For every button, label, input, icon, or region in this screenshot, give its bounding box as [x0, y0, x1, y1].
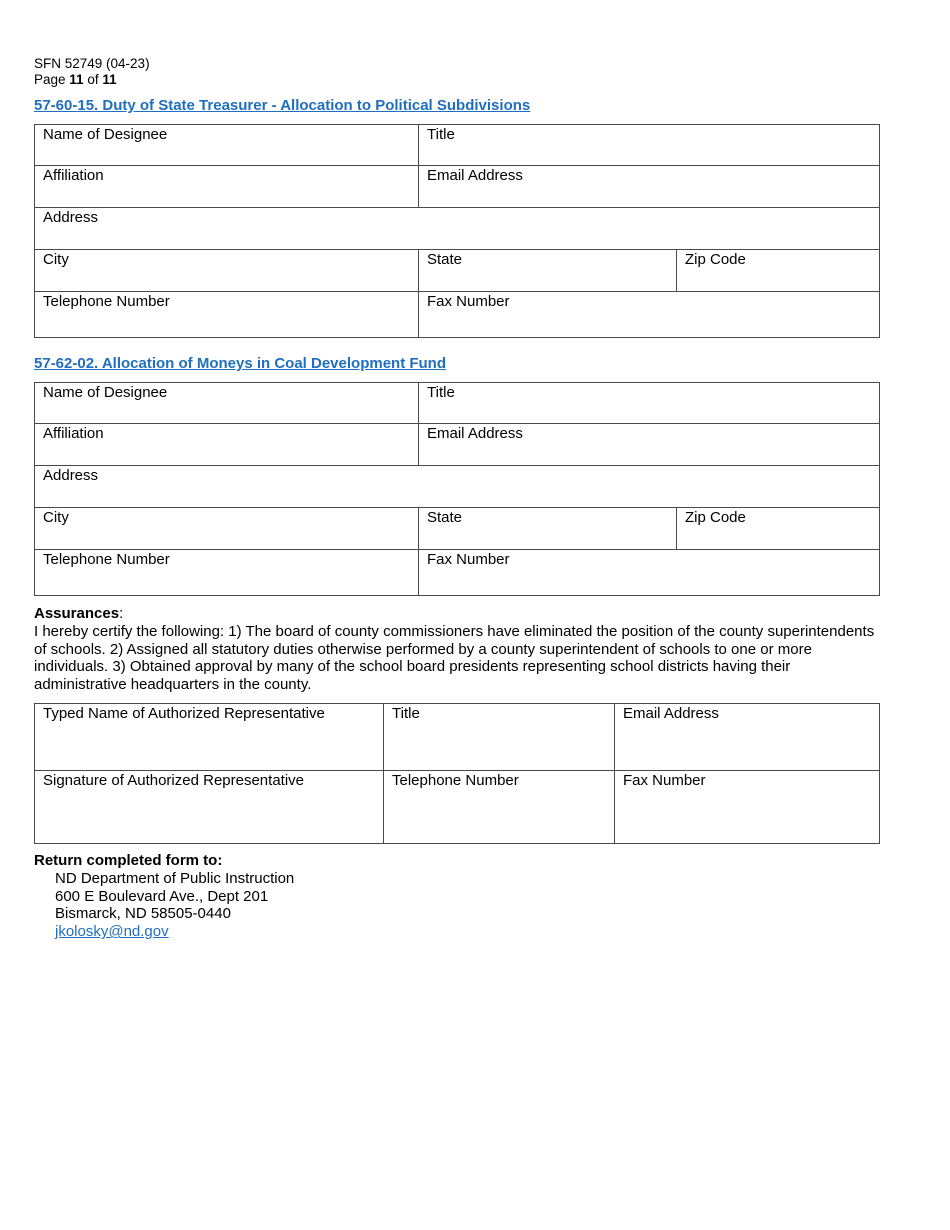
return-block: [34, 852, 294, 941]
signature-telephone-field[interactable]: Telephone Number: [384, 771, 615, 844]
page-of: of: [87, 72, 99, 87]
section2-telephone-field[interactable]: Telephone Number: [35, 550, 419, 596]
form-id: SFN 52749 (04-23): [34, 56, 150, 71]
section2-email-field[interactable]: Email Address: [419, 424, 880, 466]
signature-fax-field[interactable]: Fax Number: [615, 771, 880, 844]
section1-telephone-field[interactable]: Telephone Number: [35, 292, 419, 338]
section1-table: [34, 124, 880, 338]
return-email-link[interactable]: jkolosky@nd.gov: [55, 923, 169, 941]
section1-name-of-designee-field[interactable]: Name of Designee: [35, 125, 419, 166]
section2-zip-field[interactable]: Zip Code: [677, 508, 880, 550]
page-current: 11: [69, 72, 84, 87]
signature-field[interactable]: Signature of Authorized Representative: [35, 771, 384, 844]
signature-email-field[interactable]: Email Address: [615, 704, 880, 771]
assurances-heading: [34, 605, 884, 623]
section2-title-field[interactable]: Title: [419, 383, 880, 424]
section1-title-field[interactable]: Title: [419, 125, 880, 166]
section1-fax-field[interactable]: Fax Number: [419, 292, 880, 338]
section2-affiliation-field[interactable]: Affiliation: [35, 424, 419, 466]
section1-email-field[interactable]: Email Address: [419, 166, 880, 208]
return-heading: Return completed form to:: [34, 852, 223, 869]
page-total: 11: [102, 72, 117, 87]
section1-title-link[interactable]: 57-60-15. Duty of State Treasurer - Allocation to Political Subdivisions: [34, 97, 531, 114]
form-header: [34, 56, 150, 88]
assurances-heading-text: Assurances: [34, 605, 120, 622]
section1-city-field[interactable]: City: [35, 250, 419, 292]
signature-title-field[interactable]: Title: [384, 704, 615, 771]
signature-table: [34, 703, 880, 844]
section1-affiliation-field[interactable]: Affiliation: [35, 166, 419, 208]
section2-address-field[interactable]: Address: [35, 466, 880, 508]
section2-title-link[interactable]: 57-62-02. Allocation of Moneys in Coal Development Fund: [34, 355, 447, 372]
section2-name-of-designee-field[interactable]: Name of Designee: [35, 383, 419, 424]
return-address: [34, 870, 294, 941]
section1-zip-field[interactable]: Zip Code: [677, 250, 880, 292]
page-number: [34, 72, 150, 88]
assurances-text: I hereby certify the following: 1) The board of county commissioners have eliminated the position of the county superintendents of schools. 2) Assigned all statutory duties otherwise performed by a county superintendent of schools to one or more individuals. 3) Obtained approval by many of the school board presidents representing school districts having their administrative headquarters in the county.: [34, 622, 875, 694]
section1-address-field[interactable]: Address: [35, 208, 880, 250]
section2-fax-field[interactable]: Fax Number: [419, 550, 880, 596]
section2-table: [34, 382, 880, 596]
section1-state-field[interactable]: State: [419, 250, 677, 292]
section2-state-field[interactable]: State: [419, 508, 677, 550]
assurances-colon: :: [119, 605, 124, 622]
typed-name-field[interactable]: Typed Name of Authorized Representative: [35, 704, 384, 771]
return-org: ND Department of Public Instruction: [55, 869, 295, 887]
page-word: Page: [34, 72, 66, 87]
return-city-state-zip: Bismarck, ND 58505-0440: [55, 905, 231, 923]
return-street: 600 E Boulevard Ave., Dept 201: [55, 887, 269, 905]
section2-city-field[interactable]: City: [35, 508, 419, 550]
assurances-block: [34, 605, 884, 694]
